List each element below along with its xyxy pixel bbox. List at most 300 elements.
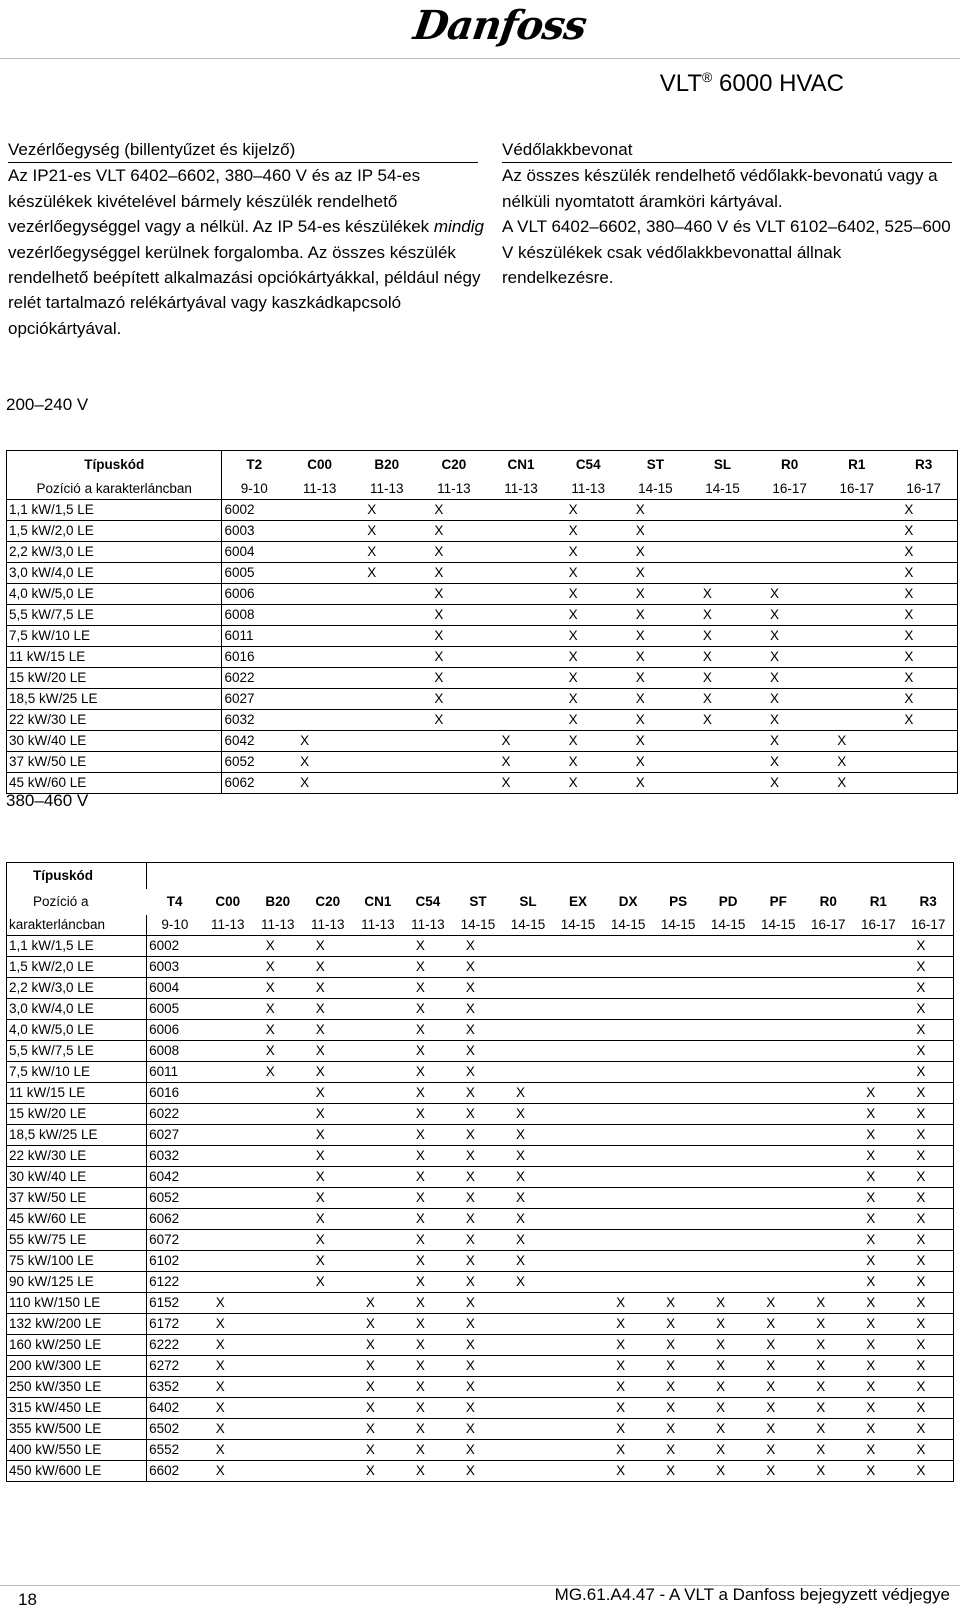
table-row [7, 1146, 954, 1167]
option-mark: X [753, 1377, 803, 1398]
option-mark [286, 689, 353, 710]
option-mark [689, 773, 756, 794]
option-mark [503, 1398, 553, 1419]
option-mark: X [555, 563, 622, 584]
option-mark: X [622, 500, 689, 521]
option-mark [603, 999, 653, 1020]
option-mark: X [703, 1335, 753, 1356]
option-mark [703, 1062, 753, 1083]
option-mark: X [403, 1209, 453, 1230]
option-mark [603, 1020, 653, 1041]
type-code: 6016 [222, 647, 286, 668]
option-mark [753, 1020, 803, 1041]
option-mark: X [403, 1062, 453, 1083]
option-mark [803, 1104, 853, 1125]
option-mark: X [903, 1377, 953, 1398]
option-mark: X [453, 1020, 503, 1041]
option-mark [353, 731, 420, 752]
option-mark [487, 626, 554, 647]
option-mark: X [903, 1461, 953, 1482]
option-mark [890, 731, 957, 752]
rating-label: 18,5 kW/25 LE [7, 689, 222, 710]
option-mark: X [903, 1230, 953, 1251]
option-mark: X [353, 1293, 403, 1314]
column-header [453, 863, 503, 890]
option-mark [653, 936, 703, 957]
option-mark: X [555, 773, 622, 794]
rating-label: 1,5 kW/2,0 LE [7, 521, 222, 542]
option-mark [503, 1314, 553, 1335]
position-value: 16-17 [890, 479, 957, 500]
option-mark [553, 1062, 603, 1083]
option-mark: X [555, 689, 622, 710]
option-mark: X [453, 1083, 503, 1104]
option-mark [703, 978, 753, 999]
table-row [7, 1104, 954, 1125]
rating-label: 2,2 kW/3,0 LE [7, 542, 222, 563]
option-mark [603, 936, 653, 957]
option-mark [703, 936, 753, 957]
option-mark: X [403, 999, 453, 1020]
option-mark: X [803, 1335, 853, 1356]
type-code: 6027 [222, 689, 286, 710]
option-mark [603, 1230, 653, 1251]
option-mark [853, 999, 903, 1020]
option-mark: X [253, 957, 303, 978]
rating-label: 30 kW/40 LE [7, 731, 222, 752]
type-code-label: Típuskód [7, 451, 222, 480]
type-code: 6011 [147, 1062, 203, 1083]
option-mark: X [303, 1020, 353, 1041]
option-mark: X [753, 1314, 803, 1335]
option-mark: X [555, 500, 622, 521]
option-mark [253, 1167, 303, 1188]
option-mark [823, 647, 890, 668]
option-mark [253, 1125, 303, 1146]
option-mark [503, 1020, 553, 1041]
column-header [553, 863, 603, 890]
option-mark [853, 1062, 903, 1083]
option-mark: X [853, 1335, 903, 1356]
option-mark: X [503, 1188, 553, 1209]
table-row [7, 1293, 954, 1314]
type-code: 6006 [222, 584, 286, 605]
option-mark: X [503, 1272, 553, 1293]
option-mark: X [403, 1377, 453, 1398]
option-mark: X [653, 1335, 703, 1356]
column-header [503, 863, 553, 890]
option-mark [753, 1146, 803, 1167]
option-mark: X [203, 1440, 253, 1461]
option-mark: X [453, 1104, 503, 1125]
option-mark: X [303, 936, 353, 957]
option-mark [553, 1335, 603, 1356]
type-code: 6004 [222, 542, 286, 563]
type-code-label: Típuskód [7, 863, 147, 890]
option-mark: X [823, 731, 890, 752]
rating-label: 90 kW/125 LE [7, 1272, 147, 1293]
option-mark: X [703, 1377, 753, 1398]
option-mark [653, 1104, 703, 1125]
option-mark: X [453, 1251, 503, 1272]
option-mark: X [487, 773, 554, 794]
option-mark [553, 1167, 603, 1188]
option-mark [703, 999, 753, 1020]
option-mark: X [756, 752, 823, 773]
option-mark: X [756, 605, 823, 626]
option-mark [353, 710, 420, 731]
option-mark: X [453, 1272, 503, 1293]
option-mark [487, 605, 554, 626]
option-mark [753, 1083, 803, 1104]
option-mark [853, 957, 903, 978]
column-header [303, 863, 353, 890]
option-mark [303, 1293, 353, 1314]
option-mark: X [853, 1272, 903, 1293]
option-mark: X [890, 521, 957, 542]
option-mark: X [203, 1314, 253, 1335]
table-row [7, 1083, 954, 1104]
option-mark [503, 999, 553, 1020]
option-mark: X [903, 1020, 953, 1041]
option-mark [603, 1146, 653, 1167]
option-mark [703, 1041, 753, 1062]
rating-label: 15 kW/20 LE [7, 668, 222, 689]
position-value: 11-13 [403, 915, 453, 936]
table-row [7, 500, 958, 521]
option-mark [503, 1356, 553, 1377]
option-mark: X [203, 1356, 253, 1377]
option-mark: X [603, 1377, 653, 1398]
option-mark [353, 1062, 403, 1083]
type-code: 6402 [147, 1398, 203, 1419]
option-mark [756, 563, 823, 584]
option-mark [503, 1461, 553, 1482]
table-row [7, 521, 958, 542]
column-header: DX [618, 894, 638, 909]
option-mark: X [403, 1398, 453, 1419]
column-header [653, 863, 703, 890]
option-mark: X [903, 1314, 953, 1335]
position-value: 14-15 [503, 915, 553, 936]
option-mark: X [453, 1377, 503, 1398]
table-row [7, 773, 958, 794]
rating-label: 4,0 kW/5,0 LE [7, 1020, 147, 1041]
option-mark [353, 773, 420, 794]
rating-label: 400 kW/550 LE [7, 1440, 147, 1461]
option-mark [753, 957, 803, 978]
option-mark: X [890, 563, 957, 584]
column-header: R3 [919, 894, 937, 909]
option-mark: X [756, 584, 823, 605]
option-mark [353, 668, 420, 689]
option-mark: X [303, 1188, 353, 1209]
option-mark: X [903, 1146, 953, 1167]
option-mark: X [303, 978, 353, 999]
option-mark [203, 1209, 253, 1230]
option-mark: X [353, 1398, 403, 1419]
option-mark: X [853, 1125, 903, 1146]
option-mark: X [622, 626, 689, 647]
option-mark: X [622, 647, 689, 668]
rating-label: 250 kW/350 LE [7, 1377, 147, 1398]
column-header: EX [569, 894, 588, 909]
option-mark: X [286, 731, 353, 752]
option-mark [823, 605, 890, 626]
option-mark: X [903, 978, 953, 999]
option-mark: X [622, 710, 689, 731]
option-mark [203, 1041, 253, 1062]
option-mark: X [403, 1020, 453, 1041]
option-mark: X [286, 773, 353, 794]
option-mark [487, 668, 554, 689]
option-mark [203, 1230, 253, 1251]
option-mark [653, 957, 703, 978]
option-mark: X [903, 1356, 953, 1377]
column-header: R0 [819, 894, 837, 909]
option-mark [753, 1062, 803, 1083]
option-mark [703, 1188, 753, 1209]
option-mark [553, 1041, 603, 1062]
rating-label: 110 kW/150 LE [7, 1293, 147, 1314]
table-row [7, 1272, 954, 1293]
coating-paragraph-2: A VLT 6402–6602, 380–460 V és VLT 6102–6402, 525–600 V készülékek csak védőlakkbevonattal állnak rendelkezésre. [502, 217, 951, 288]
option-mark [353, 647, 420, 668]
option-mark [603, 978, 653, 999]
option-mark [703, 1251, 753, 1272]
type-code: 6004 [147, 978, 203, 999]
option-mark [353, 752, 420, 773]
option-mark: X [903, 1167, 953, 1188]
type-code: 6032 [147, 1146, 203, 1167]
page-number: 18 [18, 1590, 37, 1609]
section-title-200-240v: 200–240 V [6, 395, 89, 414]
option-mark: X [803, 1377, 853, 1398]
position-value: 11-13 [303, 915, 353, 936]
type-code: 6027 [147, 1125, 203, 1146]
position-value: 16-17 [853, 915, 903, 936]
position-label: karakterláncban [7, 915, 147, 936]
rating-label: 1,1 kW/1,5 LE [7, 936, 147, 957]
type-code: 6062 [147, 1209, 203, 1230]
option-mark [653, 1125, 703, 1146]
option-mark [653, 1251, 703, 1272]
column-header [403, 863, 453, 890]
position-value: 14-15 [703, 915, 753, 936]
rating-label: 200 kW/300 LE [7, 1356, 147, 1377]
option-mark [823, 500, 890, 521]
options-table-380-460v [6, 862, 954, 1482]
column-header: CN1 [364, 894, 392, 909]
option-mark: X [403, 978, 453, 999]
option-mark [823, 710, 890, 731]
option-mark: X [903, 1062, 953, 1083]
option-mark: X [555, 521, 622, 542]
option-mark [603, 1062, 653, 1083]
option-mark: X [653, 1419, 703, 1440]
option-mark: X [753, 1461, 803, 1482]
table-row [7, 710, 958, 731]
type-code: 6022 [222, 668, 286, 689]
table-row [7, 999, 954, 1020]
option-mark: X [903, 1293, 953, 1314]
table-column-row [7, 889, 954, 915]
option-mark: X [853, 1293, 903, 1314]
option-mark: X [353, 563, 420, 584]
option-mark: X [853, 1230, 903, 1251]
option-mark [203, 1272, 253, 1293]
type-code: 6002 [147, 936, 203, 957]
type-code: 6011 [222, 626, 286, 647]
position-value: 14-15 [453, 915, 503, 936]
option-mark: X [253, 1020, 303, 1041]
column-header: B20 [374, 457, 400, 472]
option-mark [353, 1041, 403, 1062]
option-mark: X [303, 1083, 353, 1104]
control-unit-section [8, 137, 488, 341]
table-row [7, 1251, 954, 1272]
type-code: 6005 [222, 563, 286, 584]
option-mark [286, 500, 353, 521]
table-row [7, 584, 958, 605]
type-code: 6552 [147, 1440, 203, 1461]
type-code: 6352 [147, 1377, 203, 1398]
rating-label: 22 kW/30 LE [7, 1146, 147, 1167]
option-mark: X [756, 731, 823, 752]
option-mark [703, 1104, 753, 1125]
option-mark [420, 731, 487, 752]
option-mark [803, 1083, 853, 1104]
position-value: 11-13 [353, 915, 403, 936]
option-mark: X [353, 1314, 403, 1335]
option-mark: X [353, 1461, 403, 1482]
option-mark [803, 1020, 853, 1041]
option-mark [653, 1083, 703, 1104]
option-mark: X [203, 1398, 253, 1419]
option-mark [253, 1293, 303, 1314]
option-mark: X [353, 1356, 403, 1377]
option-mark: X [403, 1167, 453, 1188]
option-mark [503, 1335, 553, 1356]
option-mark [823, 521, 890, 542]
position-value: 16-17 [803, 915, 853, 936]
option-mark [753, 1209, 803, 1230]
option-mark: X [756, 626, 823, 647]
option-mark: X [803, 1356, 853, 1377]
option-mark [353, 584, 420, 605]
option-mark: X [903, 1041, 953, 1062]
column-header: ST [646, 457, 664, 472]
type-code: 6072 [147, 1230, 203, 1251]
option-mark: X [703, 1419, 753, 1440]
option-mark [203, 999, 253, 1020]
option-mark [603, 1083, 653, 1104]
option-mark [353, 1272, 403, 1293]
option-mark: X [703, 1314, 753, 1335]
option-mark: X [403, 1272, 453, 1293]
option-mark [853, 978, 903, 999]
option-mark: X [622, 521, 689, 542]
option-mark: X [503, 1125, 553, 1146]
option-mark: X [803, 1419, 853, 1440]
option-mark [653, 1146, 703, 1167]
option-mark [689, 752, 756, 773]
option-mark [253, 1272, 303, 1293]
option-mark: X [753, 1440, 803, 1461]
option-mark: X [403, 1083, 453, 1104]
option-mark: X [353, 1440, 403, 1461]
type-code: 6032 [222, 710, 286, 731]
option-mark: X [603, 1461, 653, 1482]
option-mark [553, 1356, 603, 1377]
option-mark: X [853, 1419, 903, 1440]
option-mark: X [353, 1335, 403, 1356]
option-mark [703, 1167, 753, 1188]
option-mark [253, 1251, 303, 1272]
option-mark [603, 1251, 653, 1272]
rating-label: 5,5 kW/7,5 LE [7, 1041, 147, 1062]
table-row [7, 1167, 954, 1188]
option-mark: X [453, 1167, 503, 1188]
rating-label: 315 kW/450 LE [7, 1398, 147, 1419]
rating-label: 7,5 kW/10 LE [7, 1062, 147, 1083]
table-row [7, 1461, 954, 1482]
type-code: 6008 [222, 605, 286, 626]
option-mark [553, 1020, 603, 1041]
type-code: 6006 [147, 1020, 203, 1041]
table-row [7, 978, 954, 999]
option-mark: X [503, 1083, 553, 1104]
option-mark [503, 1062, 553, 1083]
option-mark: X [453, 1041, 503, 1062]
rating-label: 3,0 kW/4,0 LE [7, 563, 222, 584]
option-mark [823, 626, 890, 647]
option-mark: X [622, 668, 689, 689]
option-mark: X [689, 710, 756, 731]
option-mark [253, 1398, 303, 1419]
option-mark [253, 1209, 303, 1230]
option-mark [803, 1251, 853, 1272]
option-mark: X [689, 626, 756, 647]
option-mark: X [503, 1209, 553, 1230]
option-mark: X [420, 500, 487, 521]
coating-paragraph-1: Az összes készülék rendelhető védőlakk-bevonatú vagy a nélküli nyomtatott áramköri kártyával. [502, 166, 938, 211]
option-mark [203, 1251, 253, 1272]
option-mark [553, 957, 603, 978]
rating-label: 7,5 kW/10 LE [7, 626, 222, 647]
option-mark [890, 752, 957, 773]
position-value: 16-17 [756, 479, 823, 500]
table-row [7, 1230, 954, 1251]
rating-label: 160 kW/250 LE [7, 1335, 147, 1356]
option-mark: X [203, 1419, 253, 1440]
option-mark [253, 1461, 303, 1482]
type-code: 6022 [147, 1104, 203, 1125]
option-mark: X [853, 1251, 903, 1272]
column-header: C54 [415, 894, 441, 909]
option-mark [753, 1251, 803, 1272]
option-mark: X [603, 1335, 653, 1356]
option-mark: X [253, 936, 303, 957]
column-header [753, 863, 803, 890]
option-mark: X [403, 1125, 453, 1146]
column-header: PS [669, 894, 688, 909]
position-value: 11-13 [353, 479, 420, 500]
option-mark [756, 542, 823, 563]
option-mark [203, 978, 253, 999]
option-mark: X [803, 1398, 853, 1419]
option-mark: X [890, 626, 957, 647]
